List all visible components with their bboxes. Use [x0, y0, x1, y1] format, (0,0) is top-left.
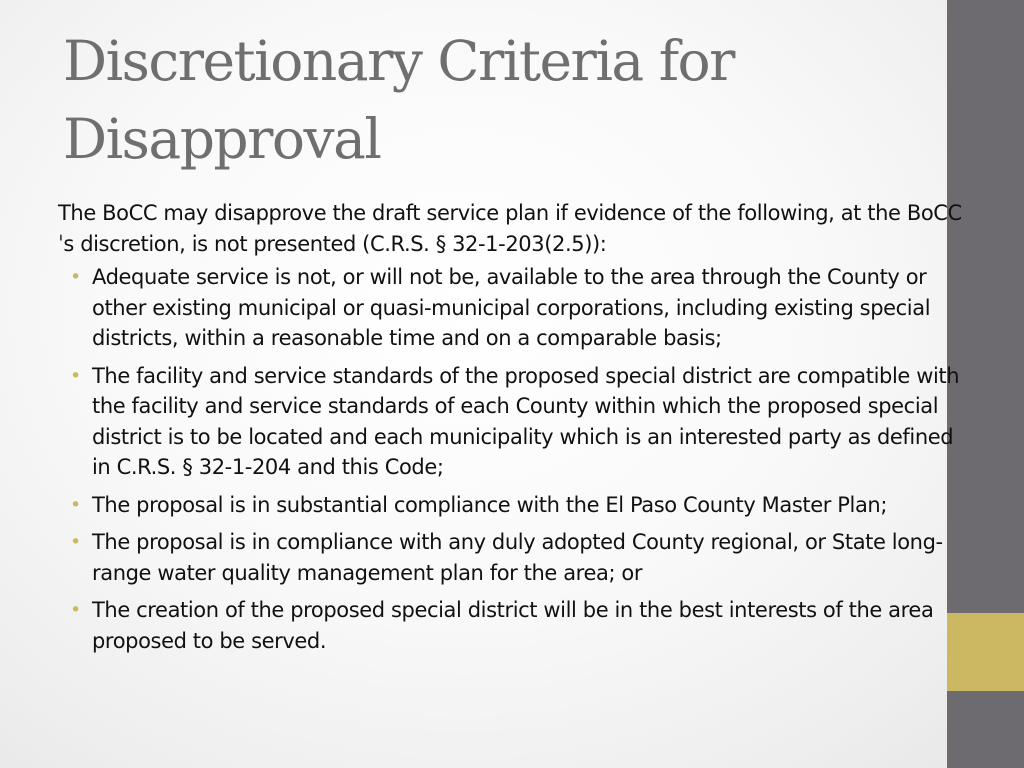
slide-title: Discretionary Criteria for Disapproval — [63, 29, 734, 171]
bullet-icon: • — [70, 599, 81, 621]
list-item-text: The facility and service standards of the proposed special district are compatible with the facility and service standards of each County within which the proposed special district is to be located and each municipality which is an interested party as defined in C.R.S. § 32-1-204 and this Code; — [92, 363, 960, 479]
list-item-text: The proposal is in substantial compliance with the El Paso County Master Plan; — [92, 492, 888, 517]
list-item — [58, 361, 968, 483]
slide-body — [58, 198, 968, 663]
list-item-text: The proposal is in compliance with any duly adopted County regional, or State long-range water quality management plan for the area; or — [92, 530, 943, 585]
bullet-icon: • — [70, 364, 81, 387]
list-item — [58, 262, 968, 354]
bullet-icon: • — [70, 493, 81, 516]
intro-paragraph: The BoCC may disapprove the draft service plan if evidence of the following, at the BoCCˈs discretion, is not presented (C.R.S. § 32-1-203(2.5)): — [58, 201, 962, 256]
bullet-icon: • — [70, 531, 81, 553]
list-item — [58, 527, 968, 588]
bullet-icon: • — [70, 266, 81, 288]
list-item — [58, 595, 968, 656]
list-item — [58, 490, 968, 521]
criteria-list — [58, 262, 968, 656]
list-item-text: The creation of the proposed special district will be in the best interests of the area proposed to be served. — [92, 598, 934, 653]
list-item-text: Adequate service is not, or will not be, available to the area through the County or other existing municipal or quasi-municipal corporations, including existing special districts, within a reasonable time and on a comparable basis; — [92, 265, 931, 350]
